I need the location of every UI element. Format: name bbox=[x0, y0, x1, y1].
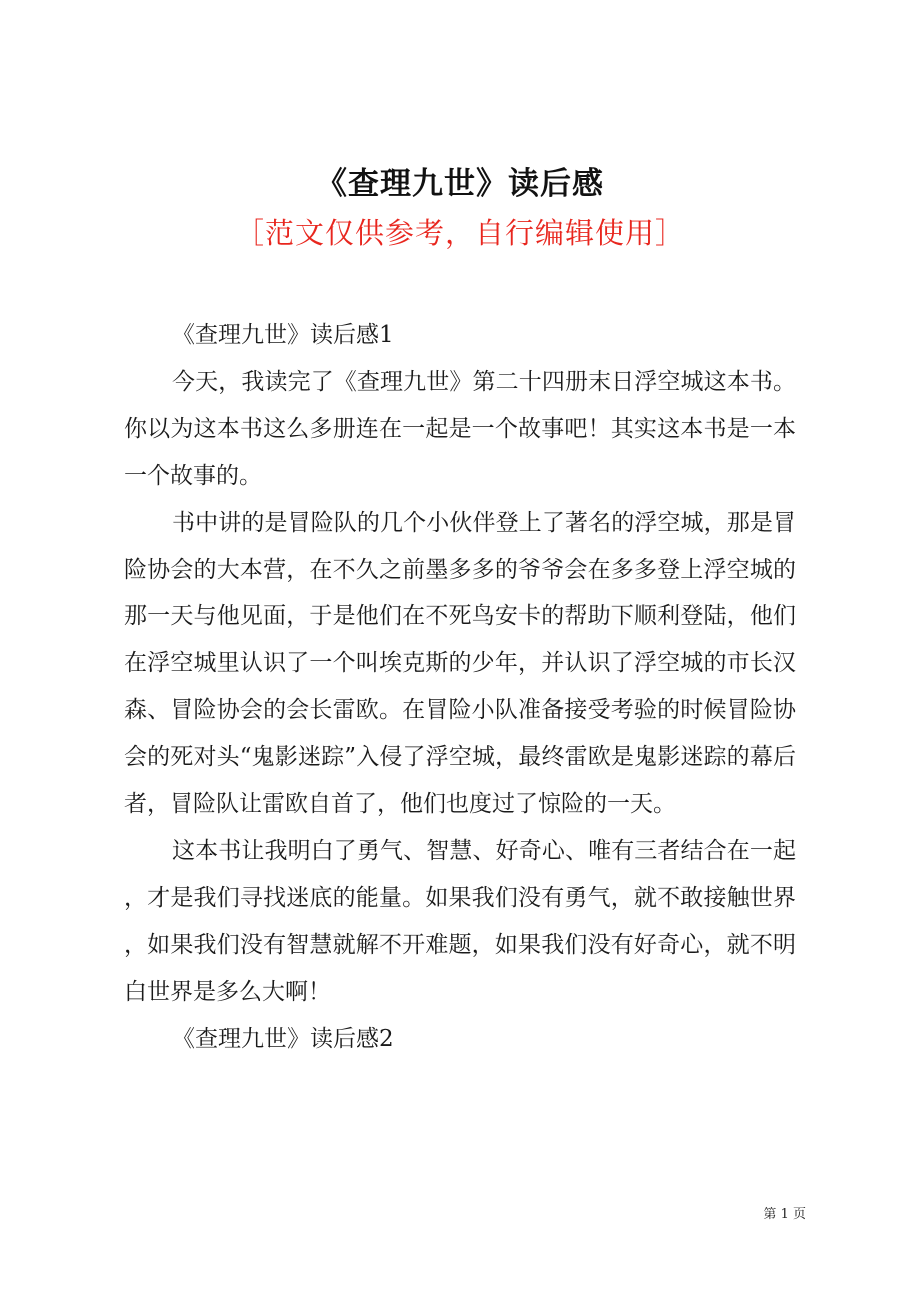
document-title: 《查理九世》读后感 bbox=[316, 166, 604, 202]
document-body bbox=[124, 312, 796, 1063]
page-footer bbox=[763, 1206, 806, 1224]
page-label-prefix: 第 bbox=[763, 1207, 777, 1222]
page-label-suffix: 页 bbox=[792, 1207, 806, 1222]
document-subtitle: ［范文仅供参考，自行编辑使用］ bbox=[234, 216, 685, 250]
body-paragraph-1: 今天，我读完了《查理九世》第二十四册末日浮空城这本书。你以为这本书这么多册连在一起是一个故事吧！其实这本书是一本一个故事的。 bbox=[124, 368, 796, 489]
body-paragraph-3: 这本书让我明白了勇气、智慧、好奇心、唯有三者结合在一起，才是我们寻找迷底的能量。如果我们没有勇气，就不敢接触世界，如果我们没有智慧就解不开难题，如果我们没有好奇心，就不明白世界是多么大啊！ bbox=[124, 837, 796, 1005]
section-heading-1: 《查理九世》读后感1 bbox=[172, 322, 394, 348]
section-heading-2: 《查理九世》读后感2 bbox=[172, 1025, 394, 1052]
body-paragraph-2: 书中讲的是冒险队的几个小伙伴登上了著名的浮空城，那是冒险协会的大本营，在不久之前墨多多的爷爷会在多多登上浮空城的那一天与他见面，于是他们在不死鸟安卡的帮助下顺利登陆，他们在浮空城里认识了一个叫埃克斯的少年，并认识了浮空城的市长汉森、冒险协会的会长雷欧。在冒险小队准备接受考验的时候冒险协会的死对头“鬼影迷踪”入侵了浮空城，最终雷欧是鬼影迷踪的幕后者，冒险队让雷欧自首了，他们也度过了惊险的一天。 bbox=[124, 509, 796, 818]
page-number: 1 bbox=[780, 1207, 789, 1222]
